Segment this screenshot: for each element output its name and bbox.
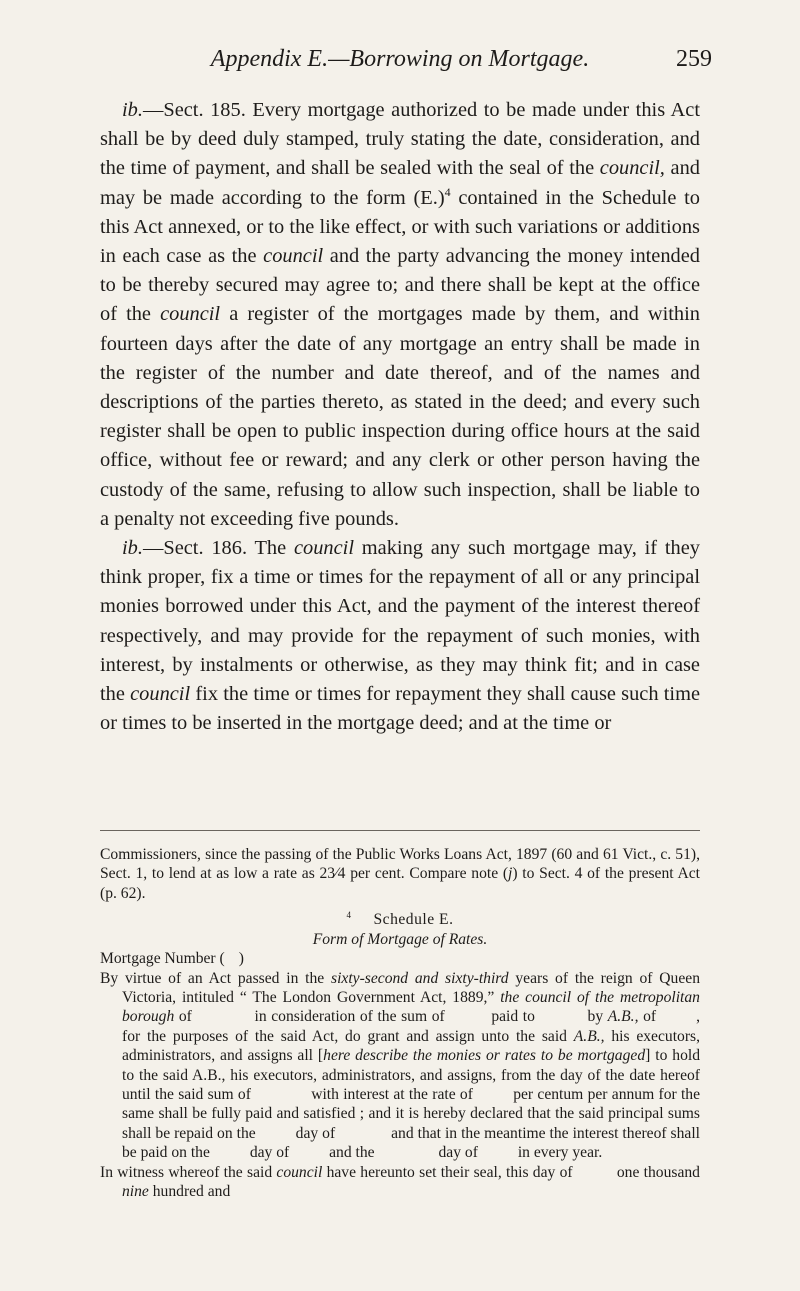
text-run: ] to hold to the said A.B., his executors, administrators, and assigns, from the day of the date hereof until the said sum of xyxy=(122,1047,701,1104)
italic-run: council, xyxy=(599,157,665,180)
text-run: fix the time or times for repayment they shall cause such time or times to be inserted in the mortgage deed; and at the time or xyxy=(100,683,700,735)
ibid-ref: ib. xyxy=(122,537,143,560)
italic-run: the council of the metropolitan borough xyxy=(122,989,700,1026)
italic-run: council xyxy=(263,245,324,268)
text-run: one thousand xyxy=(616,1163,700,1181)
italic-run: A.B., xyxy=(607,1008,639,1026)
section-186-paragraph xyxy=(100,534,700,738)
form-title: Form of Mortgage of Rates. xyxy=(312,930,488,948)
italic-run: council xyxy=(293,537,354,560)
footnote-marker[interactable]: 4 xyxy=(444,184,451,199)
text-run: have hereunto set their seal, this day of xyxy=(322,1163,573,1181)
schedule-heading: Schedule E. xyxy=(373,911,454,929)
text-run: paid to xyxy=(491,1008,535,1026)
main-text xyxy=(100,96,700,738)
text-run: ) to Sect. 4 of the present Act (p. 62). xyxy=(100,865,700,902)
schedule-title xyxy=(100,906,700,930)
text-run: day of xyxy=(295,1124,336,1142)
text-run: per cent. Compare note ( xyxy=(345,865,509,883)
footnote-number: 4 xyxy=(346,910,352,921)
italic-run: A.B., xyxy=(573,1027,605,1045)
italic-run: here describe the monies or rates to be mortgaged xyxy=(323,1047,646,1065)
text-run: In witness whereof the said xyxy=(100,1163,277,1181)
text-run: a register of the mortgages made by them, and within fourteen days after the date of any mortgage an entry shall be made in the register of the number and date thereof, and of the names and descriptions of the parties thereto, as stated in the deed; and every such register shall be open to public inspection during office hours at the said office, without fee or reward; and any clerk or other person having the custody of the same, refusing to allow such inspection, shall be liable to a penalty not exceeding five pounds. xyxy=(100,303,700,530)
footnotes xyxy=(100,845,700,1202)
text-run: ) xyxy=(238,950,244,968)
text-run: years of the reign of Queen Victoria, intituled “ The London Government Act, 1889,” xyxy=(122,969,700,1007)
text-run: , for the purposes of the said Act, do grant and assign unto the said xyxy=(122,1008,700,1045)
text-run: making any such mortgage may, if they think proper, fix a time or times for the repayment of all or any principal monies borrowed under this Act, and the payment of the interest thereof respectively, and may provide for the repayment of such monies, with interest, by instalments or otherwise, as they may think fit; and in case the xyxy=(100,537,700,706)
mortgage-number-line xyxy=(100,949,700,968)
text-run: and the xyxy=(329,1144,375,1162)
italic-run: council xyxy=(276,1163,323,1181)
text-run: By virtue of an Act passed in the xyxy=(100,969,332,987)
text-run: Mortgage Number ( xyxy=(100,950,225,968)
text-run: contained in the Schedule to this Act annexed, or to the like effect, or with such variations or additions in each case as the xyxy=(100,186,700,268)
by-virtue-clause xyxy=(100,969,700,1163)
running-title: Appendix E.—Borrowing on Mortgage. xyxy=(210,46,590,72)
text-run: in consideration of the sum of xyxy=(254,1008,445,1026)
text-run: by xyxy=(587,1008,608,1026)
text-run: —Sect. 185. Every mortgage authorized to be made under this Act shall be by deed duly stamped, truly stating the date, consideration, and the time of payment, and shall be sealed with the seal of the xyxy=(100,99,700,180)
footnote-3-continuation xyxy=(100,845,700,903)
page-header xyxy=(0,46,800,80)
text-run: in every year. xyxy=(517,1144,603,1162)
text-run: hundred and xyxy=(148,1183,231,1201)
page-number: 259 xyxy=(676,46,712,72)
italic-run: council xyxy=(160,303,221,326)
text-run: his executors, administrators, and assigns all [ xyxy=(122,1027,700,1065)
text-run: of xyxy=(638,1008,657,1026)
in-witness-clause xyxy=(100,1163,700,1202)
fraction: 3⁄4 xyxy=(327,865,346,883)
ibid-ref: ib. xyxy=(122,99,143,121)
footnote-divider xyxy=(100,830,700,831)
text-run: and that in the meantime the interest thereof shall be paid on the xyxy=(122,1124,701,1162)
text-run: per centum per annum for the same shall be fully paid and satisfied ; and it is hereby declared that the said principal sums shall be repaid on the xyxy=(122,1086,701,1142)
text-run: and may be made according to the form (E.) xyxy=(100,157,700,209)
text-run: of xyxy=(174,1008,192,1026)
italic-run: j xyxy=(508,865,513,883)
text-run: day of xyxy=(438,1144,478,1162)
italic-run: nine xyxy=(122,1183,149,1201)
text-run: Commissioners, since the passing of the Public Works Loans Act, 1897 (60 and 61 Vict., c. 51), Sect. 1, to lend at as low a rate as 2 xyxy=(100,846,700,883)
text-run: with interest at the rate of xyxy=(311,1086,473,1104)
text-run: day of xyxy=(249,1144,290,1162)
section-185-paragraph xyxy=(100,96,700,534)
text-run: —Sect. 186. The xyxy=(142,537,294,560)
italic-run: sixty-second and sixty-third xyxy=(331,969,509,987)
italic-run: council xyxy=(130,683,191,706)
text-run: and the party advancing the money intended to be thereby secured may agree to; and there shall be kept at the office of the xyxy=(100,245,700,326)
